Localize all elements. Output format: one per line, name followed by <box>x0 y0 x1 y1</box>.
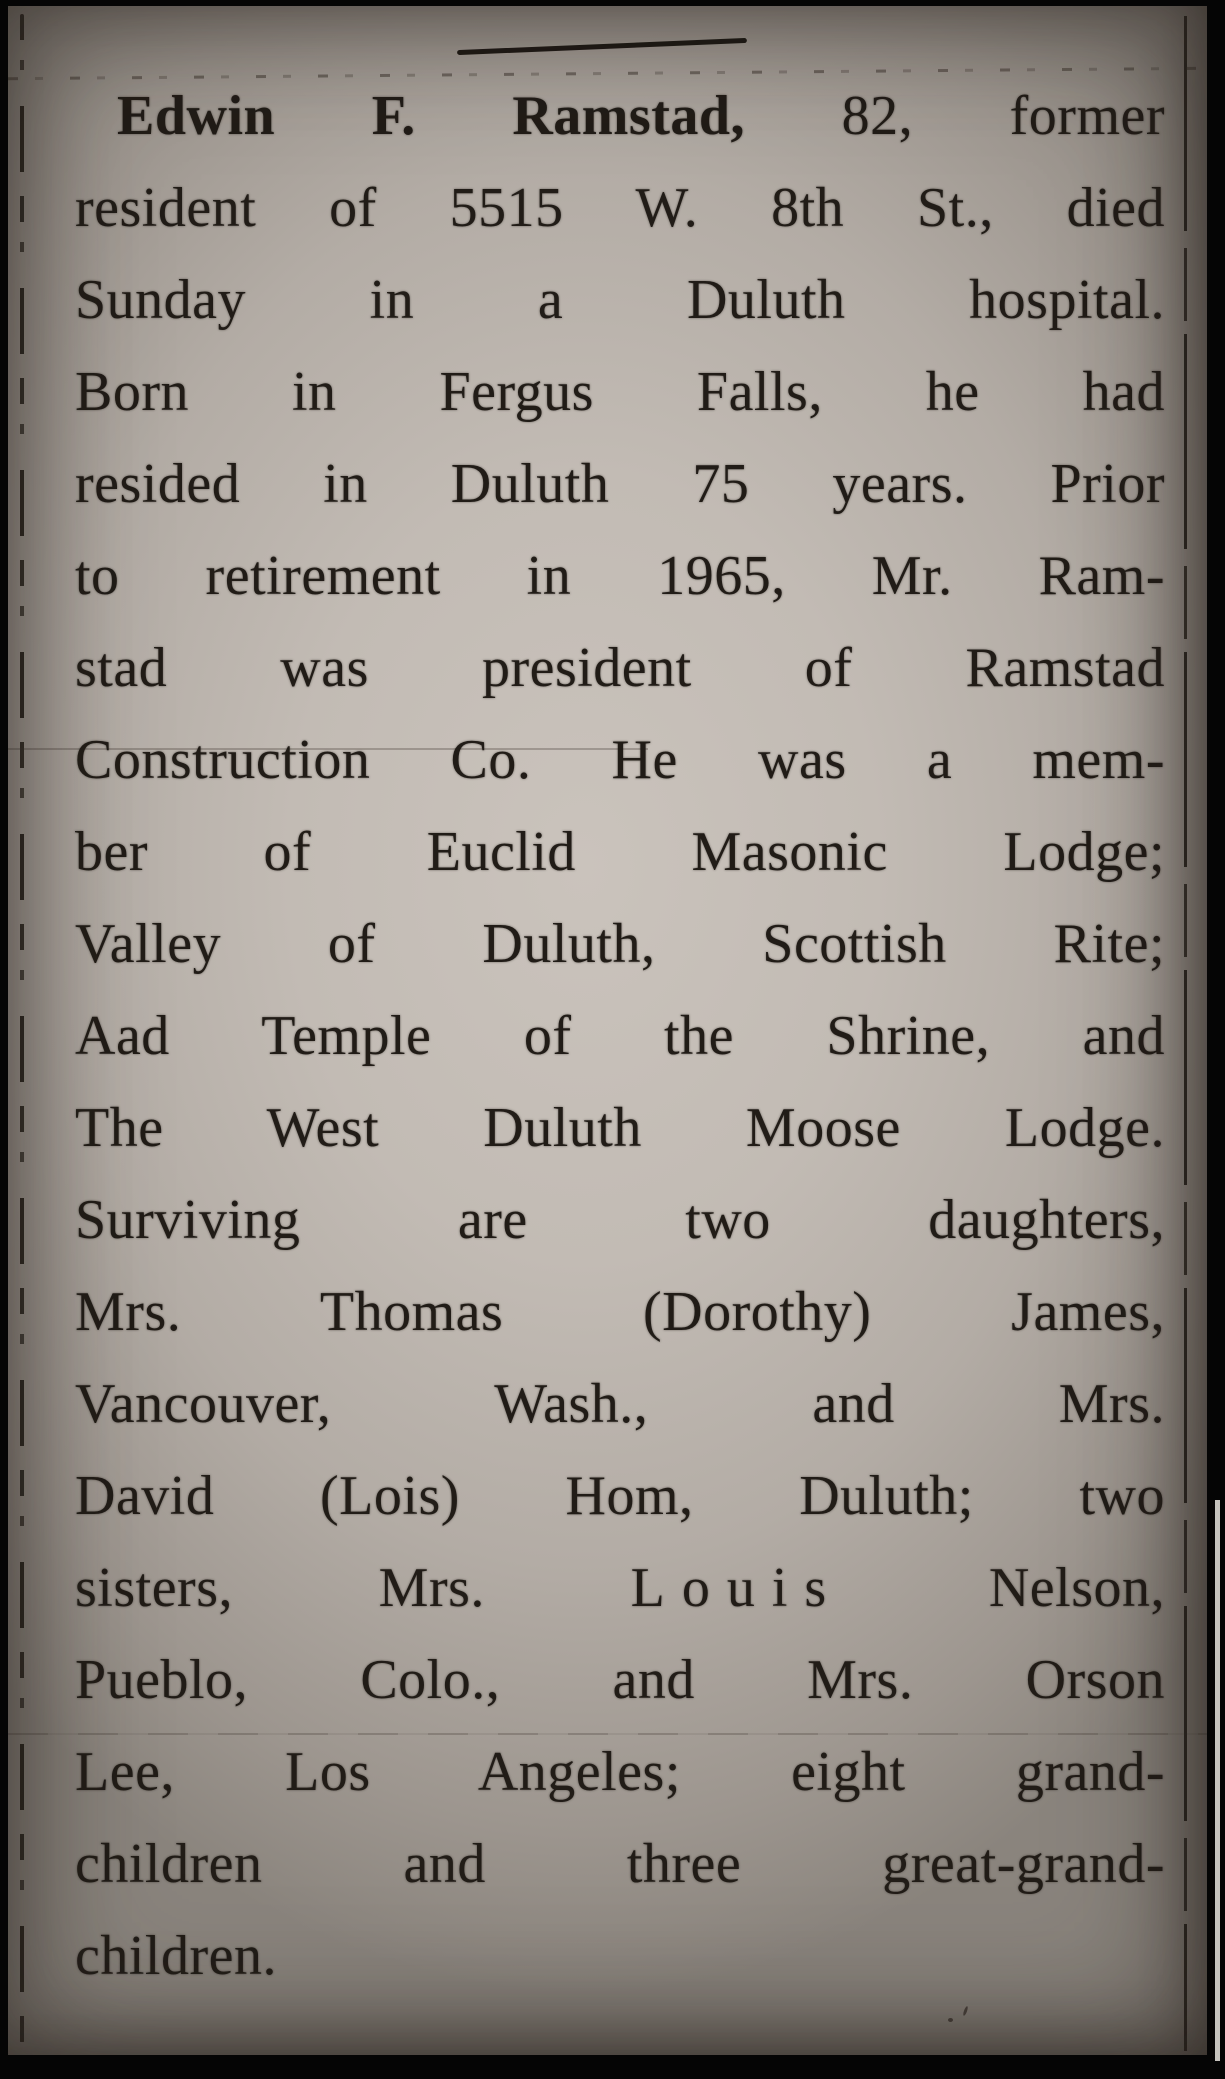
text-segment: Aad Temple of the Shrine, and <box>75 1005 1165 1067</box>
article-line <box>75 346 1165 438</box>
ink-speck <box>948 2018 953 2022</box>
text-segment: children and three great-grand- <box>75 1833 1165 1895</box>
article-line <box>75 714 1165 806</box>
article-line <box>75 622 1165 714</box>
text-segment: Louis <box>630 1557 844 1619</box>
article-line <box>75 1726 1165 1818</box>
text-segment: Valley of Duluth, Scottish Rite; <box>75 913 1165 975</box>
text-segment: Born in Fergus Falls, he had <box>75 361 1165 423</box>
article-line <box>75 70 1165 162</box>
newsprint-paper <box>8 6 1207 2055</box>
photo-edge-scratch <box>1215 1500 1220 2061</box>
article-line <box>75 990 1165 1082</box>
text-segment: Mrs. Thomas (Dorothy) James, <box>75 1281 1165 1343</box>
article-line <box>75 1358 1165 1450</box>
text-segment: sisters, Mrs. <box>75 1557 631 1619</box>
text-segment: The West Duluth Moose Lodge. <box>75 1097 1165 1159</box>
left-column-rule <box>20 14 24 2043</box>
right-column-rule <box>1184 16 1187 2051</box>
article-line <box>75 530 1165 622</box>
article-line <box>75 1542 1165 1634</box>
text-segment: Pueblo, Colo., and Mrs. Orson <box>75 1649 1165 1711</box>
text-segment: Vancouver, Wash., and Mrs. <box>75 1373 1165 1435</box>
text-segment: ber of Euclid Masonic Lodge; <box>75 821 1165 883</box>
article-line <box>75 162 1165 254</box>
text-segment: Lee, Los Angeles; eight grand- <box>75 1741 1165 1803</box>
article-line <box>75 806 1165 898</box>
article-line <box>75 1818 1165 1910</box>
article-line <box>75 1174 1165 1266</box>
article-line <box>75 898 1165 990</box>
article-line <box>75 438 1165 530</box>
article-line <box>75 1450 1165 1542</box>
text-segment: children. <box>75 1925 277 1987</box>
text-segment: Surviving are two daughters, <box>75 1189 1165 1251</box>
ink-speck <box>962 2006 968 2016</box>
text-segment: resided in Duluth 75 years. Prior <box>75 453 1165 515</box>
text-segment: Nelson, <box>843 1557 1166 1619</box>
obituary-text <box>75 70 1165 2002</box>
text-segment: 82, former <box>745 85 1165 147</box>
text-segment: Construction Co. He was a mem- <box>75 729 1165 791</box>
text-segment: resident of 5515 W. 8th St., died <box>75 177 1165 239</box>
text-segment: David (Lois) Hom, Duluth; two <box>75 1465 1165 1527</box>
text-segment: to retirement in 1965, Mr. Ram- <box>75 545 1165 607</box>
article-line <box>75 1082 1165 1174</box>
text-segment: stad was president of Ramstad <box>75 637 1165 699</box>
article-line <box>75 1634 1165 1726</box>
deceased-name: Edwin F. Ramstad, <box>117 85 746 147</box>
text-segment: Sunday in a Duluth hospital. <box>75 269 1165 331</box>
article-line <box>75 254 1165 346</box>
article-line <box>75 1910 1165 2002</box>
article-line <box>75 1266 1165 1358</box>
story-divider-rule <box>457 38 747 55</box>
